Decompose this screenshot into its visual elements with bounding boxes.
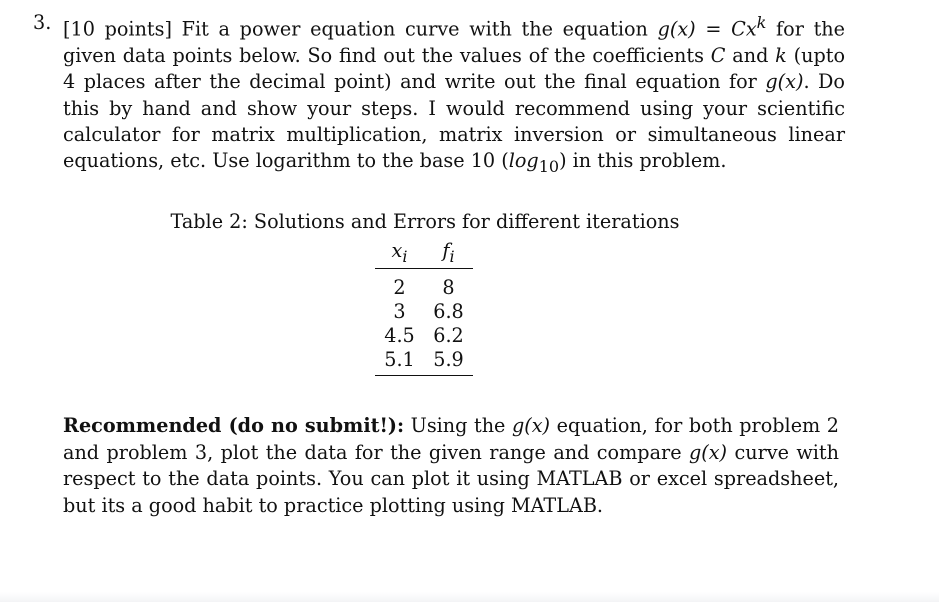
recommended-text-b: equation, for both problem 2 and problem 3, plot the data for the given range and compare: [63, 414, 840, 464]
recommended-text-a: Using the: [404, 414, 512, 437]
cell-x: 4.5: [384, 323, 415, 347]
data-table-container: [375, 236, 475, 376]
recommended-note: [63, 413, 839, 519]
page-bottom-edge: [0, 592, 939, 602]
recommended-text-c: curve with respect to the data points. You can plot it using MATLAB or excel spreadsheet, but its a good habit to practice plotting using MATLAB.: [63, 440, 839, 517]
cell-f: 6.8: [433, 299, 464, 323]
data-table: [375, 236, 473, 376]
table-row: [375, 323, 473, 347]
cell-f: 5.9: [424, 347, 473, 376]
cell-f: 6.2: [433, 323, 464, 347]
problem-3: [33, 10, 845, 181]
equation-g-1: g(x): [511, 414, 551, 437]
equation-g: g(x): [765, 70, 804, 94]
problem-text-a: [10 points] Fit a power equation curve with the equation: [63, 17, 658, 41]
table-header-row: [375, 236, 473, 269]
cell-x: 3: [393, 299, 406, 323]
recommended-label: Recommended (do no submit!):: [63, 414, 405, 437]
table-caption: Table 2: Solutions and Errors for different iterations: [170, 210, 680, 233]
variable-c: C: [710, 43, 726, 67]
table-row: [375, 299, 473, 323]
log-base: 10: [538, 157, 560, 177]
problem-text-f: ) in this problem.: [559, 149, 727, 173]
equation-main: g(x) = Cx: [657, 17, 757, 41]
problem-number: 3.: [33, 11, 52, 34]
equation-exponent: k: [756, 13, 767, 32]
cell-x: 2: [393, 275, 406, 299]
equation-g-2: g(x): [688, 440, 728, 464]
cell-f: 8: [442, 275, 455, 299]
column-header-x: $x_i$: [375, 236, 424, 269]
problem-text-b: for the given data points below. So find out the values of the coefficients: [63, 17, 845, 67]
problem-text-e: . Do this by hand and show your steps. I would recommend using your scientific calculator for matrix multiplication, matrix inversion or simultaneous linear equations, etc. Use logarithm to the base 10 (: [63, 70, 845, 173]
variable-k: k: [775, 43, 787, 67]
cell-x: 5.1: [375, 347, 424, 376]
table-row: [375, 269, 473, 300]
problem-text-c: and: [725, 43, 776, 67]
column-header-f: $f_i$: [424, 236, 473, 269]
problem-statement: [63, 10, 845, 181]
problem-text-d: (upto 4 places after the decimal point) and write out the final equation for: [63, 43, 846, 94]
log-symbol: log: [508, 149, 539, 173]
table-row: [375, 347, 473, 376]
